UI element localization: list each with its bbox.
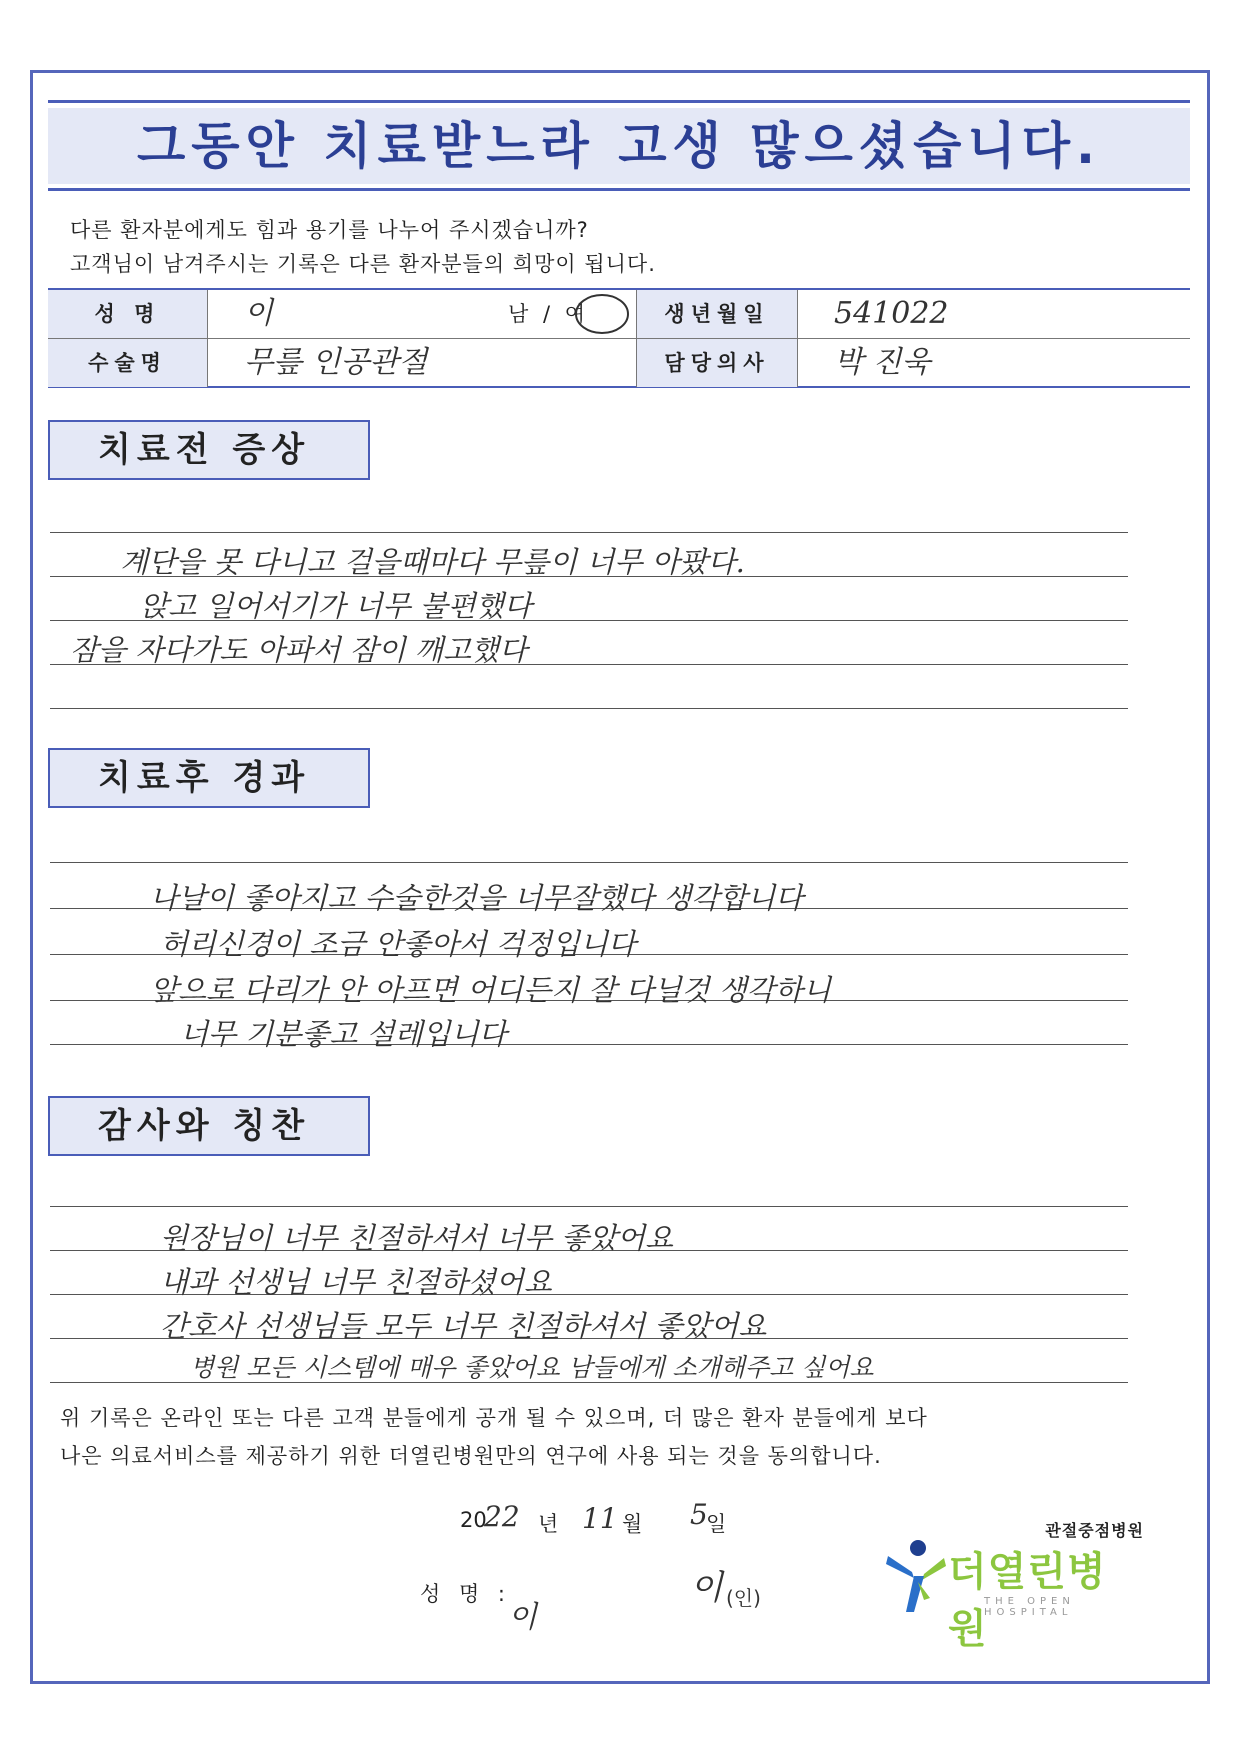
birth-value: 541022 xyxy=(834,296,949,331)
gender-label: 남 / 여 xyxy=(508,302,589,326)
section-before-treatment-lines xyxy=(50,530,1128,710)
handwritten-line: 간호사 선생님들 모두 너무 친절하셔서 좋았어요 xyxy=(160,1309,767,1343)
info-row-2 xyxy=(48,339,1190,387)
handwritten-line: 잠을 자다가도 아파서 잠이 깨고했다 xyxy=(70,633,528,667)
signature-name: 이 xyxy=(508,1600,537,1635)
ruled-line xyxy=(50,708,1128,709)
section-after-treatment-lines xyxy=(50,860,1128,1051)
logo-figure-icon xyxy=(884,1538,948,1614)
consent-line-1: 위 기록은 온라인 또는 다른 고객 분들에게 공개 될 수 있으며, 더 많은 환자 분들에게 보다 xyxy=(60,1406,928,1430)
date-month-handwritten: 11 xyxy=(582,1502,618,1535)
page-title: 그동안 치료받느라 고생 많으셨습니다. xyxy=(136,117,1101,175)
title-rule-top xyxy=(48,100,1190,103)
title-rule-bottom xyxy=(48,188,1190,191)
doctor-value: 박 진욱 xyxy=(834,345,931,380)
patient-info-table xyxy=(48,288,1190,388)
date-day-handwritten: 5 xyxy=(690,1498,708,1531)
handwritten-line: 너무 기분좋고 설레입니다 xyxy=(180,1017,507,1051)
handwritten-line: 계단을 못 다니고 걸을때마다 무릎이 너무 아팠다. xyxy=(120,545,745,579)
signature-label: 성 명 : xyxy=(420,1582,511,1606)
handwritten-line: 허리신경이 조금 안좋아서 걱정입니다 xyxy=(160,927,636,961)
ruled-line xyxy=(50,532,1128,533)
handwritten-line: 병원 모든 시스템에 매우 좋았어요 남들에게 소개해주고 싶어요 xyxy=(190,1353,874,1382)
logo-tagline: 관절중점병원 xyxy=(1045,1521,1144,1540)
ruled-line xyxy=(50,862,1128,863)
date-month-unit: 월 xyxy=(622,1512,643,1536)
birth-label: 생년월일 xyxy=(636,290,798,338)
date-year-unit: 년 xyxy=(538,1512,559,1536)
handwritten-line: 나날이 좋아지고 수술한것을 너무잘했다 생각합니다 xyxy=(150,881,804,915)
gender-circle-mark xyxy=(573,292,631,336)
intro-line-1: 다른 환자분에게도 힘과 용기를 나누어 주시겠습니까? xyxy=(70,218,589,242)
name-value: 이 xyxy=(244,296,273,331)
consent-line-2: 나은 의료서비스를 제공하기 위한 더열린병원만의 연구에 사용 되는 것을 동의합니다. xyxy=(60,1444,882,1468)
name-label: 성 명 xyxy=(48,290,208,338)
surgery-label: 수술명 xyxy=(48,339,208,387)
intro-line-2: 고객님이 남겨주시는 기록은 다른 환자분들의 희망이 됩니다. xyxy=(70,252,656,276)
date-day-unit: 일 xyxy=(706,1512,727,1536)
section-heading-after-treatment: 치료후 경과 xyxy=(48,748,370,808)
section-thanks-lines xyxy=(50,1204,1128,1384)
handwritten-line: 앉고 일어서기가 너무 불편했다 xyxy=(140,589,532,623)
date-year-prefix: 20 xyxy=(460,1508,487,1532)
doctor-label: 담당의사 xyxy=(636,339,798,387)
handwritten-line: 앞으로 다리가 안 아프면 어디든지 잘 다닐것 생각하니 xyxy=(150,973,831,1007)
ruled-line xyxy=(50,1206,1128,1207)
surgery-value: 무릎 인공관절 xyxy=(244,345,428,380)
section-heading-thanks: 감사와 칭찬 xyxy=(48,1096,370,1156)
section-heading-before-treatment: 치료전 증상 xyxy=(48,420,370,480)
title-band xyxy=(48,100,1190,194)
info-row-1 xyxy=(48,290,1190,339)
handwritten-line: 내과 선생님 너무 친절하셨어요 xyxy=(160,1265,552,1299)
logo-name: 더열린병원 xyxy=(948,1549,1107,1652)
signature-mark: 이 xyxy=(690,1568,723,1608)
date-year-handwritten: 22 xyxy=(484,1500,520,1533)
signature-seal-label: (인) xyxy=(726,1586,761,1610)
logo-subtitle: THE OPEN HOSPITAL xyxy=(984,1596,1075,1618)
handwritten-line: 원장님이 너무 친절하셔서 너무 좋았어요 xyxy=(160,1221,674,1255)
hospital-logo xyxy=(884,1518,1144,1652)
